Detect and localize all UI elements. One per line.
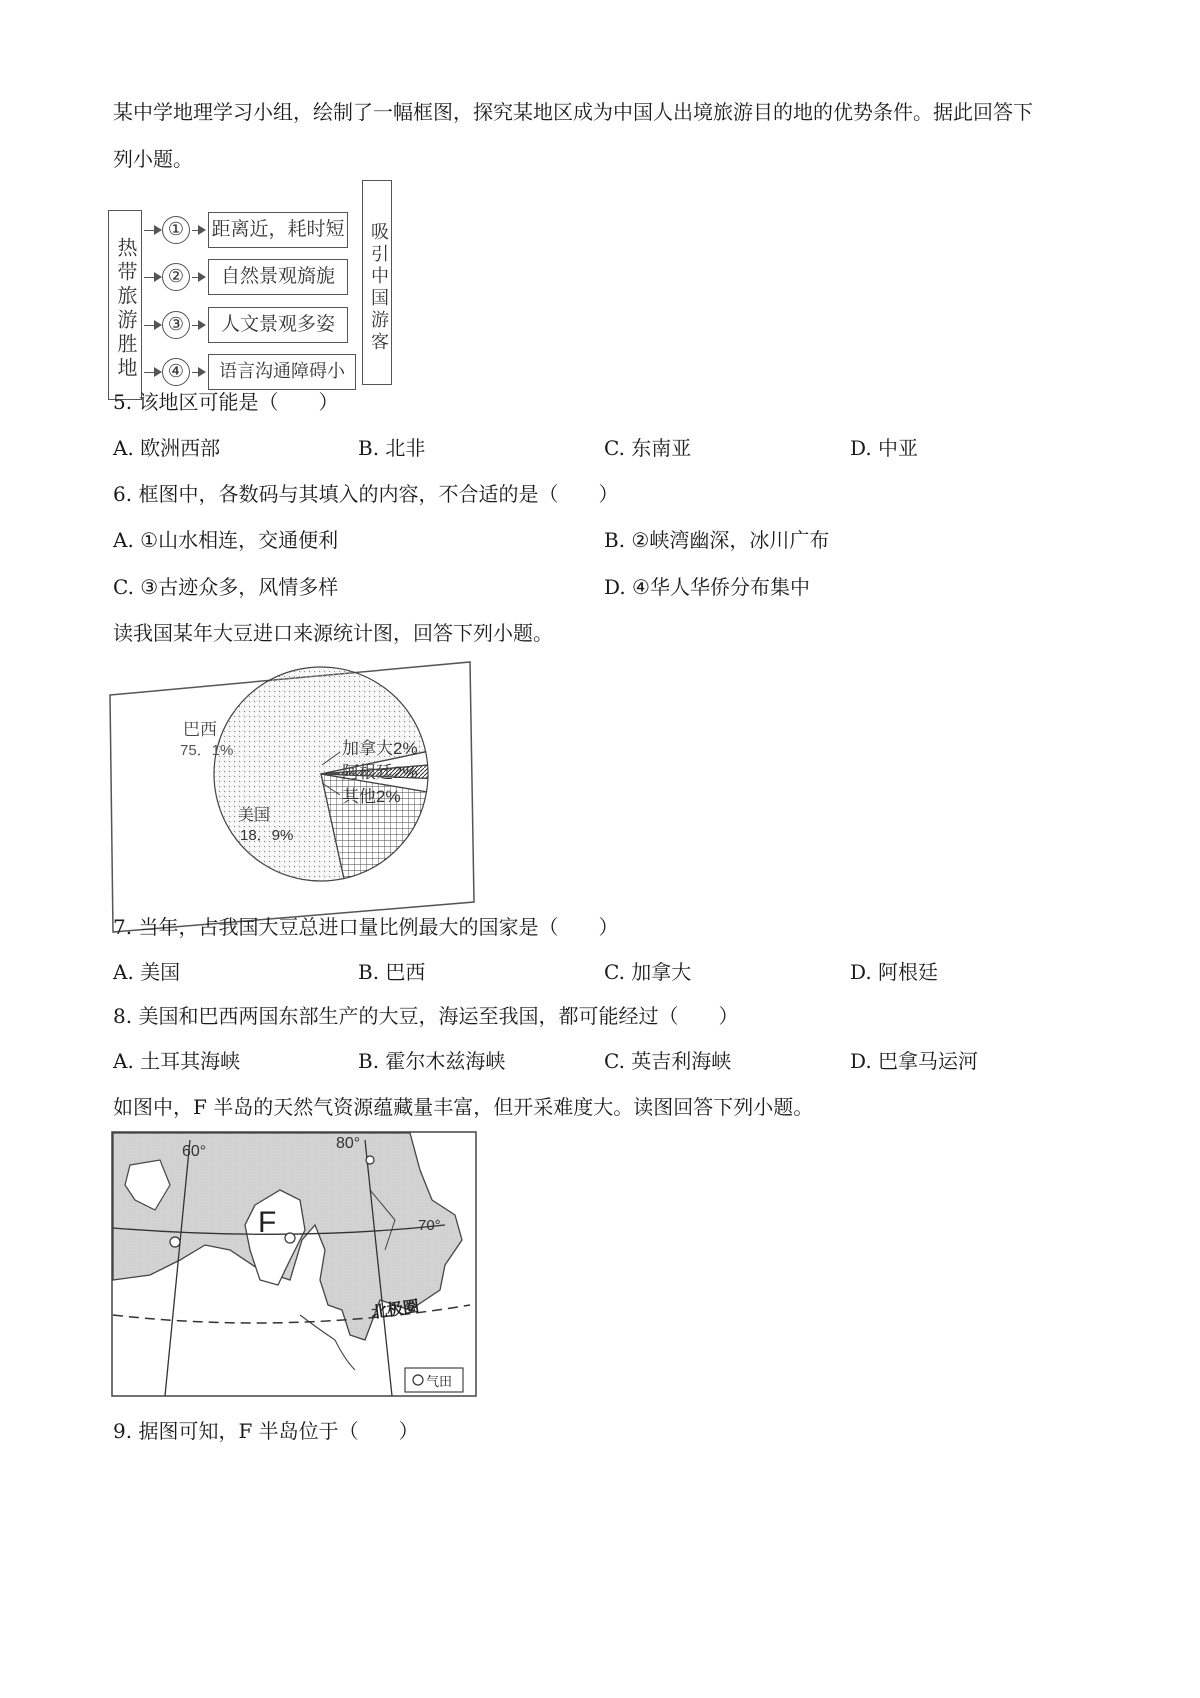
q8-option-d: D. 巴拿马运河 [850, 1049, 979, 1073]
intro-text-2: 读我国某年大豆进口来源统计图，回答下列小题。 [113, 621, 553, 645]
gas-field-marker-2 [285, 1233, 295, 1243]
label-lon-60: 60° [182, 1143, 207, 1160]
q8-option-c: C. 英吉利海峡 [604, 1049, 732, 1073]
q9-stem: 9. 据图可知，F 半岛位于（ ） [113, 1419, 419, 1443]
q7-stem: 7. 当年，占我国大豆总进口量比例最大的国家是（ ） [113, 915, 619, 939]
q7-option-d: D. 阿根廷 [850, 960, 939, 984]
flowchart-item-3: 人文景观多姿 [208, 307, 348, 343]
label-canada: 加拿大2% [342, 739, 418, 758]
flowchart-num-2: ② [162, 263, 190, 291]
flowchart-figure [108, 180, 408, 410]
q5-option-b: B. 北非 [358, 436, 426, 460]
gas-field-marker-1 [170, 1237, 180, 1247]
q6-option-d: D. ④华人华侨分布集中 [604, 575, 810, 599]
flowchart-num-4: ④ [162, 358, 190, 386]
label-usa-name: 美国 [238, 807, 271, 824]
flowchart-item-1: 距离近，耗时短 [208, 212, 348, 248]
arrow-3 [144, 325, 160, 326]
label-lat-70: 70° [418, 1217, 441, 1234]
arrow-2 [144, 277, 160, 278]
arrow-1 [144, 230, 160, 231]
legend-gas-field-icon [413, 1375, 423, 1385]
label-brazil-name: 巴西 [183, 720, 217, 739]
q7-option-a: A. 美国 [113, 960, 181, 984]
label-argentina: 阿根廷2% [342, 763, 418, 782]
arrow-2b [192, 277, 204, 278]
arrow-3b [192, 325, 204, 326]
flowchart-item-2: 自然景观旖旎 [208, 259, 348, 295]
intro-text-line2: 列小题。 [113, 147, 193, 171]
flowchart-num-1: ① [162, 216, 190, 244]
q6-option-c: C. ③古迹众多，风情多样 [113, 575, 339, 599]
flowchart-left-box: 热带旅游胜地 [108, 210, 142, 400]
peninsula-map [110, 1130, 480, 1400]
q6-stem: 6. 框图中，各数码与其填入的内容，不合适的是（ ） [113, 482, 619, 506]
label-brazil-value: 75．1% [180, 742, 234, 759]
legend-label: 气田 [426, 1374, 453, 1389]
label-other: 其他2% [342, 787, 401, 806]
q6-option-a: A. ①山水相连，交通便利 [113, 528, 339, 552]
q8-option-a: A. 土耳其海峡 [113, 1049, 241, 1073]
q5-option-a: A. 欧洲西部 [113, 436, 221, 460]
q5-stem: 5. 该地区可能是（ ） [113, 390, 339, 414]
label-peninsula-f: F [258, 1206, 277, 1239]
label-arctic-circle: 北极圈 [370, 1298, 421, 1322]
label-lon-80: 80° [336, 1135, 361, 1152]
arrow-4 [144, 372, 160, 373]
label-usa-value: 18．9% [240, 827, 294, 844]
q8-option-b: B. 霍尔木兹海峡 [358, 1049, 506, 1073]
q7-option-c: C. 加拿大 [604, 960, 692, 984]
q8-stem: 8. 美国和巴西两国东部生产的大豆，海运至我国，都可能经过（ ） [113, 1004, 739, 1028]
q6-option-b: B. ②峡湾幽深，冰川广布 [604, 528, 830, 552]
flowchart-num-3: ③ [162, 311, 190, 339]
flowchart-right-box: 吸引中国游客 [362, 180, 392, 385]
arrow-1b [192, 230, 204, 231]
q7-option-b: B. 巴西 [358, 960, 426, 984]
pie-chart [108, 660, 478, 935]
intro-text-line1: 某中学地理学习小组，绘制了一幅框图，探究某地区成为中国人出境旅游目的地的优势条件。据此回答下 [113, 100, 1033, 124]
arrow-4b [192, 372, 204, 373]
q5-option-c: C. 东南亚 [604, 436, 692, 460]
intro-text-3: 如图中，F 半岛的天然气资源蕴藏量丰富，但开采难度大。读图回答下列小题。 [113, 1095, 814, 1119]
gas-field-marker-3 [366, 1156, 374, 1164]
q5-option-d: D. 中亚 [850, 436, 919, 460]
flowchart-item-4: 语言沟通障碍小 [208, 354, 356, 390]
